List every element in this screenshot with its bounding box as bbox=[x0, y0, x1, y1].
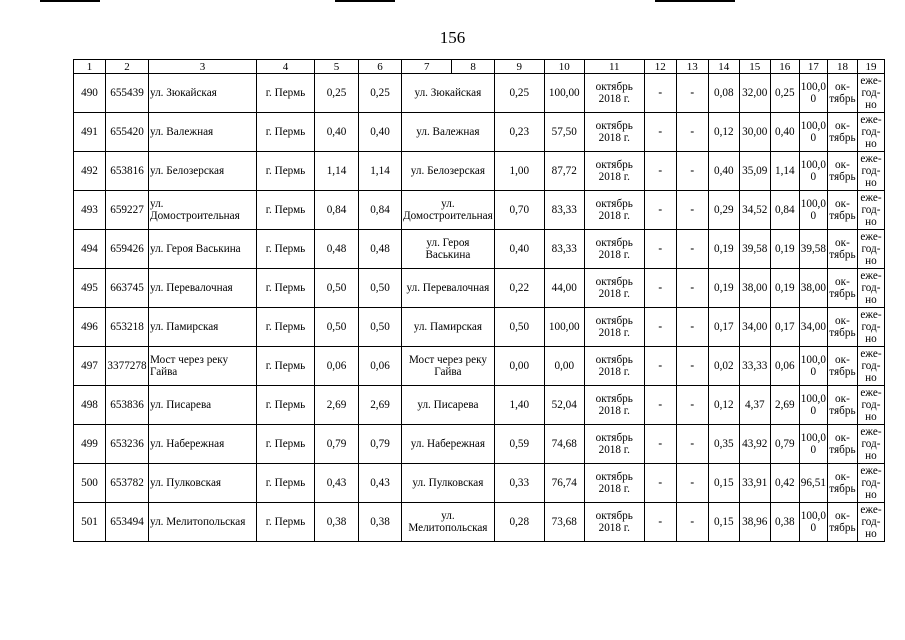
cell-col14: 0,29 bbox=[708, 191, 739, 230]
cell-col10: 74,68 bbox=[544, 425, 584, 464]
cell-col5: 0,40 bbox=[315, 113, 359, 152]
cell-col15: 33,91 bbox=[739, 464, 770, 503]
cell-col9: 0,59 bbox=[494, 425, 544, 464]
cell-col14: 0,12 bbox=[708, 386, 739, 425]
cell-col6: 0,84 bbox=[359, 191, 402, 230]
cell-col19: еже-год-но bbox=[857, 308, 884, 347]
cell-col15: 43,92 bbox=[739, 425, 770, 464]
cell-col15: 4,37 bbox=[739, 386, 770, 425]
cell-street-name: ул. Домостроительная bbox=[149, 191, 257, 230]
cell-col17: 100,0 0 bbox=[799, 113, 827, 152]
cell-col7-8: ул. Белозерская bbox=[402, 152, 495, 191]
cell-col13: - bbox=[676, 230, 708, 269]
cell-col16: 0,38 bbox=[770, 503, 799, 542]
cell-code: 655439 bbox=[106, 74, 149, 113]
cell-city: г. Пермь bbox=[257, 74, 315, 113]
table-row bbox=[74, 308, 885, 347]
cell-city: г. Пермь bbox=[257, 113, 315, 152]
cell-col7-8: ул. Набережная bbox=[402, 425, 495, 464]
cell-col12: - bbox=[644, 230, 676, 269]
cell-col11: октябрь 2018 г. bbox=[584, 308, 644, 347]
cell-col14: 0,19 bbox=[708, 269, 739, 308]
cell-col6: 0,79 bbox=[359, 425, 402, 464]
cell-col12: - bbox=[644, 503, 676, 542]
cell-col14: 0,02 bbox=[708, 347, 739, 386]
cell-col12: - bbox=[644, 269, 676, 308]
cell-code: 659227 bbox=[106, 191, 149, 230]
header-cell: 5 bbox=[315, 60, 359, 74]
cell-col12: - bbox=[644, 152, 676, 191]
cell-col11: октябрь 2018 г. bbox=[584, 386, 644, 425]
cell-col10: 87,72 bbox=[544, 152, 584, 191]
cell-col12: - bbox=[644, 464, 676, 503]
cell-row-number: 498 bbox=[74, 386, 106, 425]
table-row bbox=[74, 269, 885, 308]
cell-col9: 0,25 bbox=[494, 74, 544, 113]
cell-col5: 1,14 bbox=[315, 152, 359, 191]
cell-col18: ок-тябрь bbox=[827, 191, 857, 230]
top-rule-left bbox=[40, 0, 100, 2]
cell-col18: ок-тябрь bbox=[827, 269, 857, 308]
cell-col11: октябрь 2018 г. bbox=[584, 425, 644, 464]
cell-col9: 1,00 bbox=[494, 152, 544, 191]
cell-col13: - bbox=[676, 347, 708, 386]
cell-col18: ок-тябрь bbox=[827, 464, 857, 503]
cell-col11: октябрь 2018 г. bbox=[584, 347, 644, 386]
header-cell: 15 bbox=[739, 60, 770, 74]
cell-col5: 0,50 bbox=[315, 308, 359, 347]
cell-col13: - bbox=[676, 308, 708, 347]
cell-code: 653836 bbox=[106, 386, 149, 425]
cell-col11: октябрь 2018 г. bbox=[584, 269, 644, 308]
cell-col6: 0,40 bbox=[359, 113, 402, 152]
cell-col10: 76,74 bbox=[544, 464, 584, 503]
cell-col5: 0,50 bbox=[315, 269, 359, 308]
cell-col5: 0,06 bbox=[315, 347, 359, 386]
page-number: 156 bbox=[439, 28, 466, 47]
cell-col11: октябрь 2018 г. bbox=[584, 230, 644, 269]
cell-col9: 0,70 bbox=[494, 191, 544, 230]
cell-col15: 33,33 bbox=[739, 347, 770, 386]
cell-col6: 0,48 bbox=[359, 230, 402, 269]
cell-col7-8: ул. Мелитопольская bbox=[402, 503, 495, 542]
cell-col5: 0,43 bbox=[315, 464, 359, 503]
cell-col11: октябрь 2018 г. bbox=[584, 503, 644, 542]
cell-city: г. Пермь bbox=[257, 269, 315, 308]
cell-col13: - bbox=[676, 74, 708, 113]
header-cell: 8 bbox=[452, 60, 494, 74]
cell-col15: 38,00 bbox=[739, 269, 770, 308]
cell-code: 653236 bbox=[106, 425, 149, 464]
table-row bbox=[74, 386, 885, 425]
cell-code: 663745 bbox=[106, 269, 149, 308]
cell-col13: - bbox=[676, 386, 708, 425]
cell-col13: - bbox=[676, 503, 708, 542]
cell-col18: ок-тябрь bbox=[827, 113, 857, 152]
cell-street-name: ул. Писарева bbox=[149, 386, 257, 425]
cell-col18: ок-тябрь bbox=[827, 152, 857, 191]
cell-col6: 1,14 bbox=[359, 152, 402, 191]
table-body bbox=[74, 60, 885, 542]
cell-street-name: ул. Белозерская bbox=[149, 152, 257, 191]
cell-col7-8: ул. Перевалочная bbox=[402, 269, 495, 308]
cell-col18: ок-тябрь bbox=[827, 347, 857, 386]
cell-street-name: Мост через реку Гайва bbox=[149, 347, 257, 386]
cell-col11: октябрь 2018 г. bbox=[584, 464, 644, 503]
cell-col17: 100,0 0 bbox=[799, 74, 827, 113]
cell-street-name: ул. Валежная bbox=[149, 113, 257, 152]
cell-code: 3377278 bbox=[106, 347, 149, 386]
cell-col17: 100,0 0 bbox=[799, 425, 827, 464]
cell-col14: 0,08 bbox=[708, 74, 739, 113]
cell-street-name: ул. Памирская bbox=[149, 308, 257, 347]
cell-col6: 0,50 bbox=[359, 269, 402, 308]
cell-col6: 0,43 bbox=[359, 464, 402, 503]
cell-street-name: ул. Перевалочная bbox=[149, 269, 257, 308]
cell-col5: 0,84 bbox=[315, 191, 359, 230]
cell-col6: 0,38 bbox=[359, 503, 402, 542]
cell-col10: 57,50 bbox=[544, 113, 584, 152]
header-cell: 7 bbox=[402, 60, 452, 74]
cell-col7-8: ул. Памирская bbox=[402, 308, 495, 347]
cell-col14: 0,15 bbox=[708, 464, 739, 503]
header-cell: 18 bbox=[827, 60, 857, 74]
cell-col17: 100,0 0 bbox=[799, 347, 827, 386]
table-row bbox=[74, 230, 885, 269]
table-row bbox=[74, 425, 885, 464]
header-cell: 12 bbox=[644, 60, 676, 74]
cell-col6: 2,69 bbox=[359, 386, 402, 425]
cell-col14: 0,35 bbox=[708, 425, 739, 464]
cell-col19: еже-год-но bbox=[857, 425, 884, 464]
table-row bbox=[74, 503, 885, 542]
cell-col17: 100,0 0 bbox=[799, 191, 827, 230]
cell-code: 653218 bbox=[106, 308, 149, 347]
header-cell: 19 bbox=[857, 60, 884, 74]
cell-col5: 0,79 bbox=[315, 425, 359, 464]
cell-col13: - bbox=[676, 464, 708, 503]
cell-col18: ок-тябрь bbox=[827, 425, 857, 464]
cell-col16: 0,19 bbox=[770, 230, 799, 269]
cell-row-number: 500 bbox=[74, 464, 106, 503]
cell-col9: 0,33 bbox=[494, 464, 544, 503]
cell-col9: 0,40 bbox=[494, 230, 544, 269]
cell-col12: - bbox=[644, 308, 676, 347]
cell-col17: 100,0 0 bbox=[799, 386, 827, 425]
cell-col14: 0,15 bbox=[708, 503, 739, 542]
cell-col10: 73,68 bbox=[544, 503, 584, 542]
cell-col9: 0,50 bbox=[494, 308, 544, 347]
cell-col5: 0,25 bbox=[315, 74, 359, 113]
cell-code: 653782 bbox=[106, 464, 149, 503]
cell-col17: 39,58 bbox=[799, 230, 827, 269]
cell-city: г. Пермь bbox=[257, 425, 315, 464]
cell-col16: 0,40 bbox=[770, 113, 799, 152]
header-cell: 13 bbox=[676, 60, 708, 74]
cell-col13: - bbox=[676, 425, 708, 464]
cell-code: 655420 bbox=[106, 113, 149, 152]
cell-col16: 0,79 bbox=[770, 425, 799, 464]
cell-col18: ок-тябрь bbox=[827, 308, 857, 347]
cell-city: г. Пермь bbox=[257, 386, 315, 425]
cell-col13: - bbox=[676, 191, 708, 230]
cell-col12: - bbox=[644, 386, 676, 425]
cell-col19: еже-год-но bbox=[857, 191, 884, 230]
cell-col6: 0,25 bbox=[359, 74, 402, 113]
cell-col12: - bbox=[644, 191, 676, 230]
cell-col10: 44,00 bbox=[544, 269, 584, 308]
cell-col12: - bbox=[644, 347, 676, 386]
cell-row-number: 494 bbox=[74, 230, 106, 269]
cell-col10: 0,00 bbox=[544, 347, 584, 386]
cell-row-number: 501 bbox=[74, 503, 106, 542]
cell-col18: ок-тябрь bbox=[827, 386, 857, 425]
cell-col17: 100,0 0 bbox=[799, 152, 827, 191]
cell-col17: 34,00 bbox=[799, 308, 827, 347]
cell-col5: 0,38 bbox=[315, 503, 359, 542]
cell-row-number: 490 bbox=[74, 74, 106, 113]
cell-row-number: 491 bbox=[74, 113, 106, 152]
cell-street-name: ул. Мелитопольская bbox=[149, 503, 257, 542]
cell-city: г. Пермь bbox=[257, 230, 315, 269]
cell-col7-8: ул. Пулковская bbox=[402, 464, 495, 503]
header-cell: 3 bbox=[149, 60, 257, 74]
cell-col17: 38,00 bbox=[799, 269, 827, 308]
cell-row-number: 493 bbox=[74, 191, 106, 230]
cell-col15: 34,00 bbox=[739, 308, 770, 347]
cell-street-name: ул. Героя Васькина bbox=[149, 230, 257, 269]
header-cell: 9 bbox=[494, 60, 544, 74]
cell-col11: октябрь 2018 г. bbox=[584, 113, 644, 152]
cell-col10: 100,00 bbox=[544, 308, 584, 347]
header-row bbox=[74, 60, 885, 74]
cell-col16: 0,25 bbox=[770, 74, 799, 113]
cell-street-name: ул. Набережная bbox=[149, 425, 257, 464]
cell-col7-8: ул. Валежная bbox=[402, 113, 495, 152]
cell-col15: 34,52 bbox=[739, 191, 770, 230]
cell-col6: 0,50 bbox=[359, 308, 402, 347]
header-cell: 2 bbox=[106, 60, 149, 74]
cell-col16: 0,17 bbox=[770, 308, 799, 347]
cell-col14: 0,12 bbox=[708, 113, 739, 152]
header-cell: 11 bbox=[584, 60, 644, 74]
cell-col19: еже-год-но bbox=[857, 386, 884, 425]
table-row bbox=[74, 191, 885, 230]
header-cell: 17 bbox=[799, 60, 827, 74]
cell-col19: еже-год-но bbox=[857, 152, 884, 191]
cell-col15: 35,09 bbox=[739, 152, 770, 191]
cell-col19: еже-год-но bbox=[857, 74, 884, 113]
cell-row-number: 499 bbox=[74, 425, 106, 464]
table-row bbox=[74, 152, 885, 191]
header-cell: 6 bbox=[359, 60, 402, 74]
table-row bbox=[74, 464, 885, 503]
cell-col14: 0,17 bbox=[708, 308, 739, 347]
cell-col9: 0,00 bbox=[494, 347, 544, 386]
cell-col6: 0,06 bbox=[359, 347, 402, 386]
header-cell: 14 bbox=[708, 60, 739, 74]
cell-col14: 0,40 bbox=[708, 152, 739, 191]
cell-col7-8: ул. Писарева bbox=[402, 386, 495, 425]
cell-city: г. Пермь bbox=[257, 503, 315, 542]
cell-code: 653494 bbox=[106, 503, 149, 542]
cell-street-name: ул. Пулковская bbox=[149, 464, 257, 503]
cell-col19: еже-год-но bbox=[857, 464, 884, 503]
data-table bbox=[73, 59, 885, 542]
top-rule-right bbox=[655, 0, 735, 2]
cell-col12: - bbox=[644, 425, 676, 464]
top-rule-mid bbox=[335, 0, 395, 2]
cell-col17: 96,51 bbox=[799, 464, 827, 503]
cell-city: г. Пермь bbox=[257, 464, 315, 503]
cell-col9: 0,28 bbox=[494, 503, 544, 542]
cell-street-name: ул. Зюкайская bbox=[149, 74, 257, 113]
cell-col5: 0,48 bbox=[315, 230, 359, 269]
cell-col7-8: Мост через реку Гайва bbox=[402, 347, 495, 386]
cell-col16: 0,42 bbox=[770, 464, 799, 503]
cell-col19: еже-год-но bbox=[857, 347, 884, 386]
cell-col5: 2,69 bbox=[315, 386, 359, 425]
cell-col15: 32,00 bbox=[739, 74, 770, 113]
cell-row-number: 492 bbox=[74, 152, 106, 191]
cell-col15: 38,96 bbox=[739, 503, 770, 542]
cell-city: г. Пермь bbox=[257, 308, 315, 347]
cell-col16: 1,14 bbox=[770, 152, 799, 191]
cell-col15: 39,58 bbox=[739, 230, 770, 269]
cell-city: г. Пермь bbox=[257, 191, 315, 230]
cell-col16: 0,84 bbox=[770, 191, 799, 230]
cell-col16: 2,69 bbox=[770, 386, 799, 425]
cell-city: г. Пермь bbox=[257, 152, 315, 191]
cell-col18: ок-тябрь bbox=[827, 74, 857, 113]
cell-col16: 0,19 bbox=[770, 269, 799, 308]
cell-col11: октябрь 2018 г. bbox=[584, 74, 644, 113]
header-cell: 1 bbox=[74, 60, 106, 74]
cell-col13: - bbox=[676, 152, 708, 191]
cell-col7-8: ул. Зюкайская bbox=[402, 74, 495, 113]
cell-code: 653816 bbox=[106, 152, 149, 191]
table-row bbox=[74, 113, 885, 152]
cell-col18: ок-тябрь bbox=[827, 503, 857, 542]
cell-row-number: 497 bbox=[74, 347, 106, 386]
cell-col7-8: ул. Домостроительная bbox=[402, 191, 495, 230]
cell-code: 659426 bbox=[106, 230, 149, 269]
header-cell: 10 bbox=[544, 60, 584, 74]
table-row bbox=[74, 347, 885, 386]
cell-col9: 1,40 bbox=[494, 386, 544, 425]
cell-col12: - bbox=[644, 74, 676, 113]
cell-col10: 100,00 bbox=[544, 74, 584, 113]
cell-col11: октябрь 2018 г. bbox=[584, 191, 644, 230]
cell-col9: 0,23 bbox=[494, 113, 544, 152]
cell-col17: 100,0 0 bbox=[799, 503, 827, 542]
cell-col19: еже-год-но bbox=[857, 269, 884, 308]
cell-col16: 0,06 bbox=[770, 347, 799, 386]
cell-col13: - bbox=[676, 269, 708, 308]
header-cell: 4 bbox=[257, 60, 315, 74]
cell-col10: 52,04 bbox=[544, 386, 584, 425]
cell-col9: 0,22 bbox=[494, 269, 544, 308]
table-row bbox=[74, 74, 885, 113]
cell-col7-8: ул. Героя Васькина bbox=[402, 230, 495, 269]
cell-city: г. Пермь bbox=[257, 347, 315, 386]
cell-col14: 0,19 bbox=[708, 230, 739, 269]
cell-col19: еже-год-но bbox=[857, 503, 884, 542]
cell-col18: ок-тябрь bbox=[827, 230, 857, 269]
cell-col19: еже-год-но bbox=[857, 113, 884, 152]
cell-col12: - bbox=[644, 113, 676, 152]
cell-col11: октябрь 2018 г. bbox=[584, 152, 644, 191]
cell-col10: 83,33 bbox=[544, 230, 584, 269]
cell-col15: 30,00 bbox=[739, 113, 770, 152]
cell-col10: 83,33 bbox=[544, 191, 584, 230]
cell-col13: - bbox=[676, 113, 708, 152]
header-cell: 16 bbox=[770, 60, 799, 74]
cell-row-number: 495 bbox=[74, 269, 106, 308]
cell-row-number: 496 bbox=[74, 308, 106, 347]
cell-col19: еже-год-но bbox=[857, 230, 884, 269]
